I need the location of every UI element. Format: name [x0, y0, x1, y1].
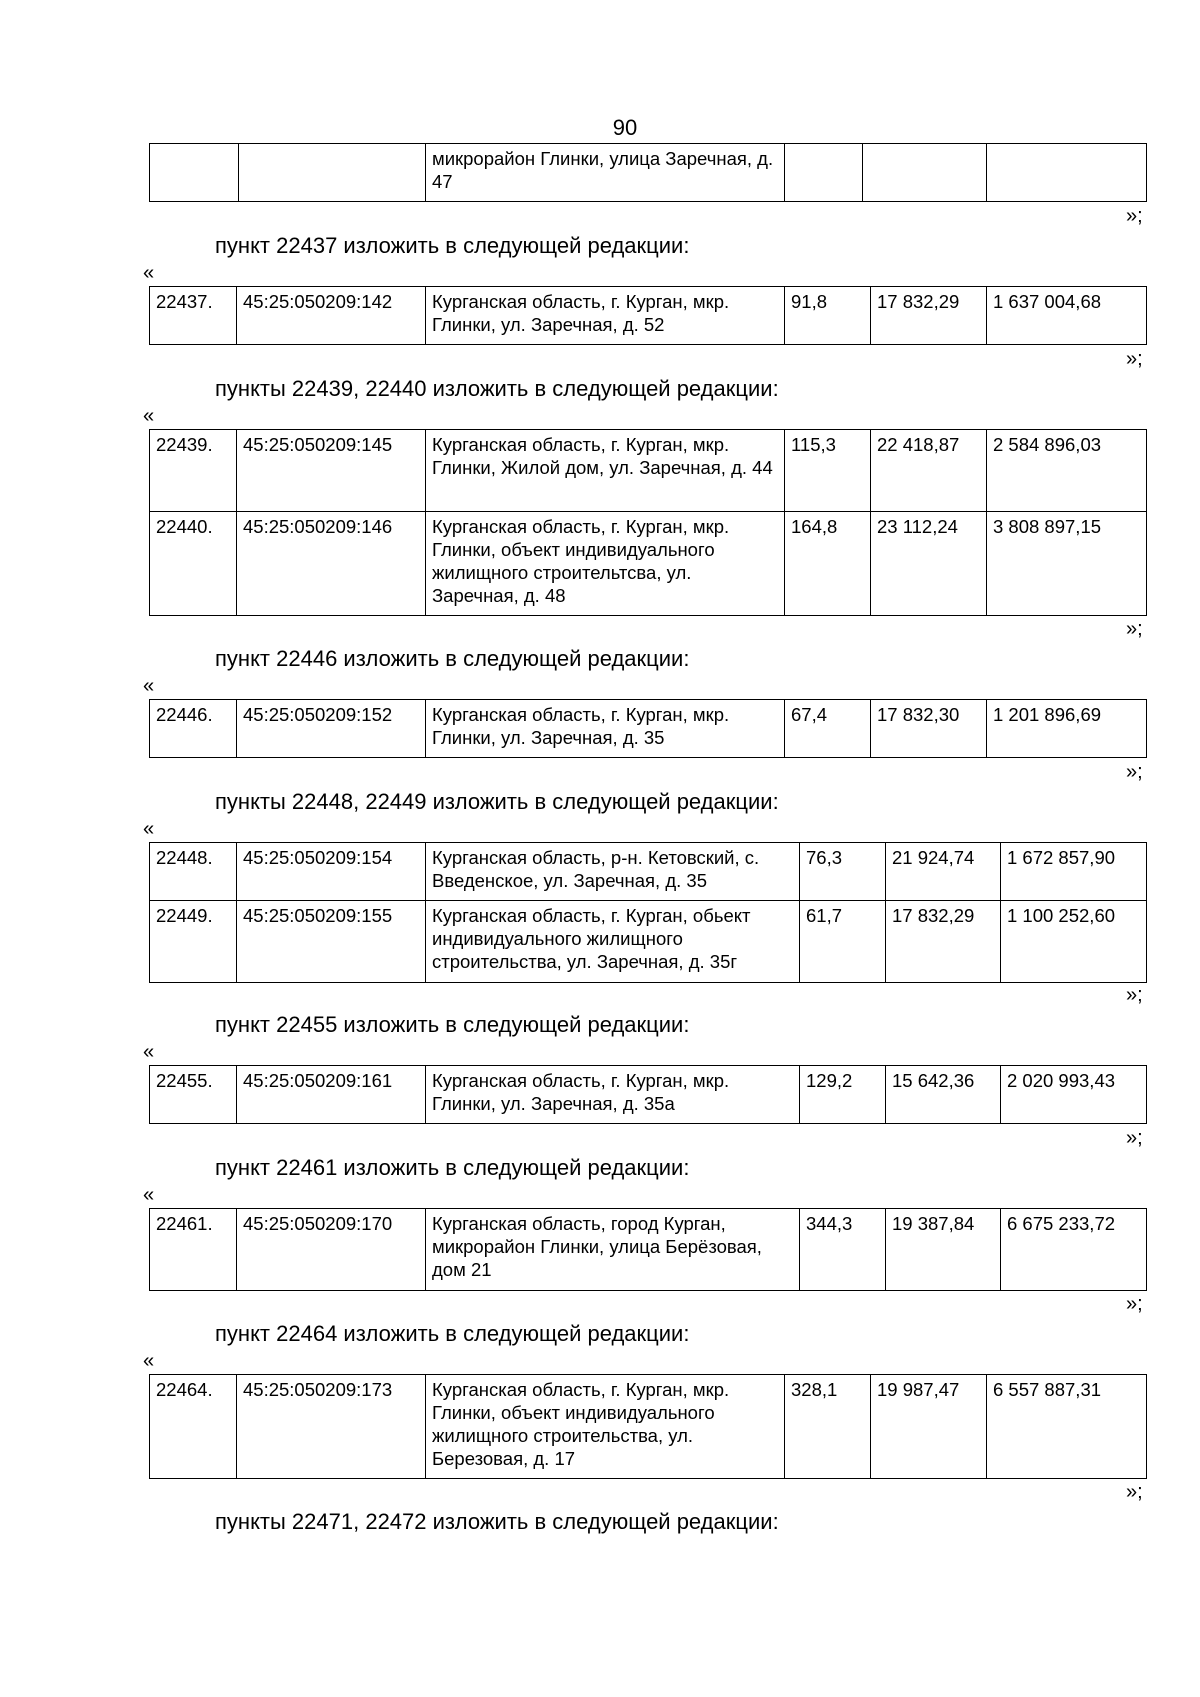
address: Курганская область, р-н. Кетовский, с. Введенское, ул. Заречная, д. 35: [426, 843, 800, 901]
close-quote: »;: [1126, 1293, 1143, 1315]
open-quote: «: [143, 405, 155, 427]
table-row: [150, 843, 1147, 901]
unit-price: 21 924,74: [886, 843, 1001, 901]
cadastral-number: [239, 144, 426, 202]
area: 164,8: [785, 512, 871, 616]
page-number: 90: [612, 115, 638, 140]
close-quote: »;: [1126, 205, 1143, 227]
address: Курганская область, г. Курган, мкр. Глинки, Жилой дом, ул. Заречная, д. 44: [426, 430, 785, 512]
area: 61,7: [800, 901, 886, 983]
address: Курганская область, г. Курган, мкр. Глинки, ул. Заречная, д. 35: [426, 700, 785, 758]
row-number: 22437.: [150, 287, 237, 345]
close-quote: »;: [1126, 618, 1143, 640]
cadastral-value: 1 637 004,68: [987, 287, 1147, 345]
data-table: [149, 286, 1147, 345]
row-number: 22440.: [150, 512, 237, 616]
address: Курганская область, г. Курган, мкр. Глинки, объект индивидуального жилищного строительтсва, ул. Заречная, д. 48: [426, 512, 785, 616]
data-table: [149, 429, 1147, 616]
table-row: [150, 901, 1147, 983]
row-number: 22449.: [150, 901, 237, 983]
open-quote: «: [143, 675, 155, 697]
area: 76,3: [800, 843, 886, 901]
table-row: [150, 144, 1147, 202]
open-quote: «: [143, 1184, 155, 1206]
cadastral-number: 45:25:050209:142: [237, 287, 426, 345]
cadastral-value: 3 808 897,15: [987, 512, 1147, 616]
row-number: 22448.: [150, 843, 237, 901]
continuation-table: [149, 143, 1147, 202]
address: Курганская область, город Курган, микрорайон Глинки, улица Берёзовая, дом 21: [426, 1209, 800, 1291]
unit-price: 17 832,29: [871, 287, 987, 345]
row-number: 22455.: [150, 1066, 237, 1124]
data-table: [149, 1208, 1147, 1291]
area: 115,3: [785, 430, 871, 512]
row-number: [150, 144, 239, 202]
row-number: 22439.: [150, 430, 237, 512]
cadastral-number: 45:25:050209:170: [237, 1209, 426, 1291]
open-quote: «: [143, 1350, 155, 1372]
unit-price: 23 112,24: [871, 512, 987, 616]
data-table: [149, 842, 1147, 983]
address: микрорайон Глинки, улица Заречная, д. 47: [426, 144, 785, 202]
address: Курганская область, г. Курган, мкр. Глинки, ул. Заречная, д. 52: [426, 287, 785, 345]
table-row: [150, 700, 1147, 758]
unit-price: 17 832,29: [886, 901, 1001, 983]
cadastral-number: 45:25:050209:155: [237, 901, 426, 983]
cadastral-value: 6 675 233,72: [1001, 1209, 1147, 1291]
table-row: [150, 1209, 1147, 1291]
section-heading: пункты 22471, 22472 изложить в следующей редакции:: [215, 1509, 779, 1534]
section-heading: пункт 22446 изложить в следующей редакции:: [215, 646, 690, 671]
cadastral-number: 45:25:050209:173: [237, 1375, 426, 1479]
close-quote: »;: [1126, 348, 1143, 370]
unit-price: [863, 144, 987, 202]
close-quote: »;: [1126, 761, 1143, 783]
cadastral-number: 45:25:050209:145: [237, 430, 426, 512]
data-table: [149, 1374, 1147, 1479]
area: 129,2: [800, 1066, 886, 1124]
address: Курганская область, г. Курган, мкр. Глинки, ул. Заречная, д. 35а: [426, 1066, 800, 1124]
table-row: [150, 1375, 1147, 1479]
unit-price: 22 418,87: [871, 430, 987, 512]
unit-price: 19 387,84: [886, 1209, 1001, 1291]
section-heading: пункт 22437 изложить в следующей редакции:: [215, 233, 690, 258]
cadastral-value: 2 584 896,03: [987, 430, 1147, 512]
cadastral-value: 1 672 857,90: [1001, 843, 1147, 901]
table-row: [150, 512, 1147, 616]
cadastral-number: 45:25:050209:146: [237, 512, 426, 616]
cadastral-number: 45:25:050209:154: [237, 843, 426, 901]
close-quote: »;: [1126, 1481, 1143, 1503]
row-number: 22446.: [150, 700, 237, 758]
unit-price: 15 642,36: [886, 1066, 1001, 1124]
cadastral-value: [987, 144, 1147, 202]
cadastral-number: 45:25:050209:161: [237, 1066, 426, 1124]
open-quote: «: [143, 818, 155, 840]
cadastral-value: 2 020 993,43: [1001, 1066, 1147, 1124]
close-quote: »;: [1126, 1127, 1143, 1149]
cadastral-value: 1 100 252,60: [1001, 901, 1147, 983]
address: Курганская область, г. Курган, обьект индивидуального жилищного строительства, ул. Заречная, д. 35г: [426, 901, 800, 983]
data-table: [149, 699, 1147, 758]
section-heading: пункты 22439, 22440 изложить в следующей редакции:: [215, 376, 779, 401]
row-number: 22461.: [150, 1209, 237, 1291]
cadastral-number: 45:25:050209:152: [237, 700, 426, 758]
close-quote: »;: [1126, 984, 1143, 1006]
area: 67,4: [785, 700, 871, 758]
table-row: [150, 287, 1147, 345]
cadastral-value: 1 201 896,69: [987, 700, 1147, 758]
section-heading: пункт 22464 изложить в следующей редакции:: [215, 1321, 690, 1346]
data-table: [149, 1065, 1147, 1124]
row-number: 22464.: [150, 1375, 237, 1479]
section-heading: пункт 22461 изложить в следующей редакции:: [215, 1155, 690, 1180]
area: 328,1: [785, 1375, 871, 1479]
area: [785, 144, 863, 202]
cadastral-value: 6 557 887,31: [987, 1375, 1147, 1479]
unit-price: 17 832,30: [871, 700, 987, 758]
area: 91,8: [785, 287, 871, 345]
table-row: [150, 430, 1147, 512]
address: Курганская область, г. Курган, мкр. Глинки, объект индивидуального жилищного строительства, ул. Березовая, д. 17: [426, 1375, 785, 1479]
open-quote: «: [143, 1041, 155, 1063]
unit-price: 19 987,47: [871, 1375, 987, 1479]
open-quote: «: [143, 262, 155, 284]
section-heading: пункты 22448, 22449 изложить в следующей редакции:: [215, 789, 779, 814]
section-heading: пункт 22455 изложить в следующей редакции:: [215, 1012, 690, 1037]
area: 344,3: [800, 1209, 886, 1291]
table-row: [150, 1066, 1147, 1124]
